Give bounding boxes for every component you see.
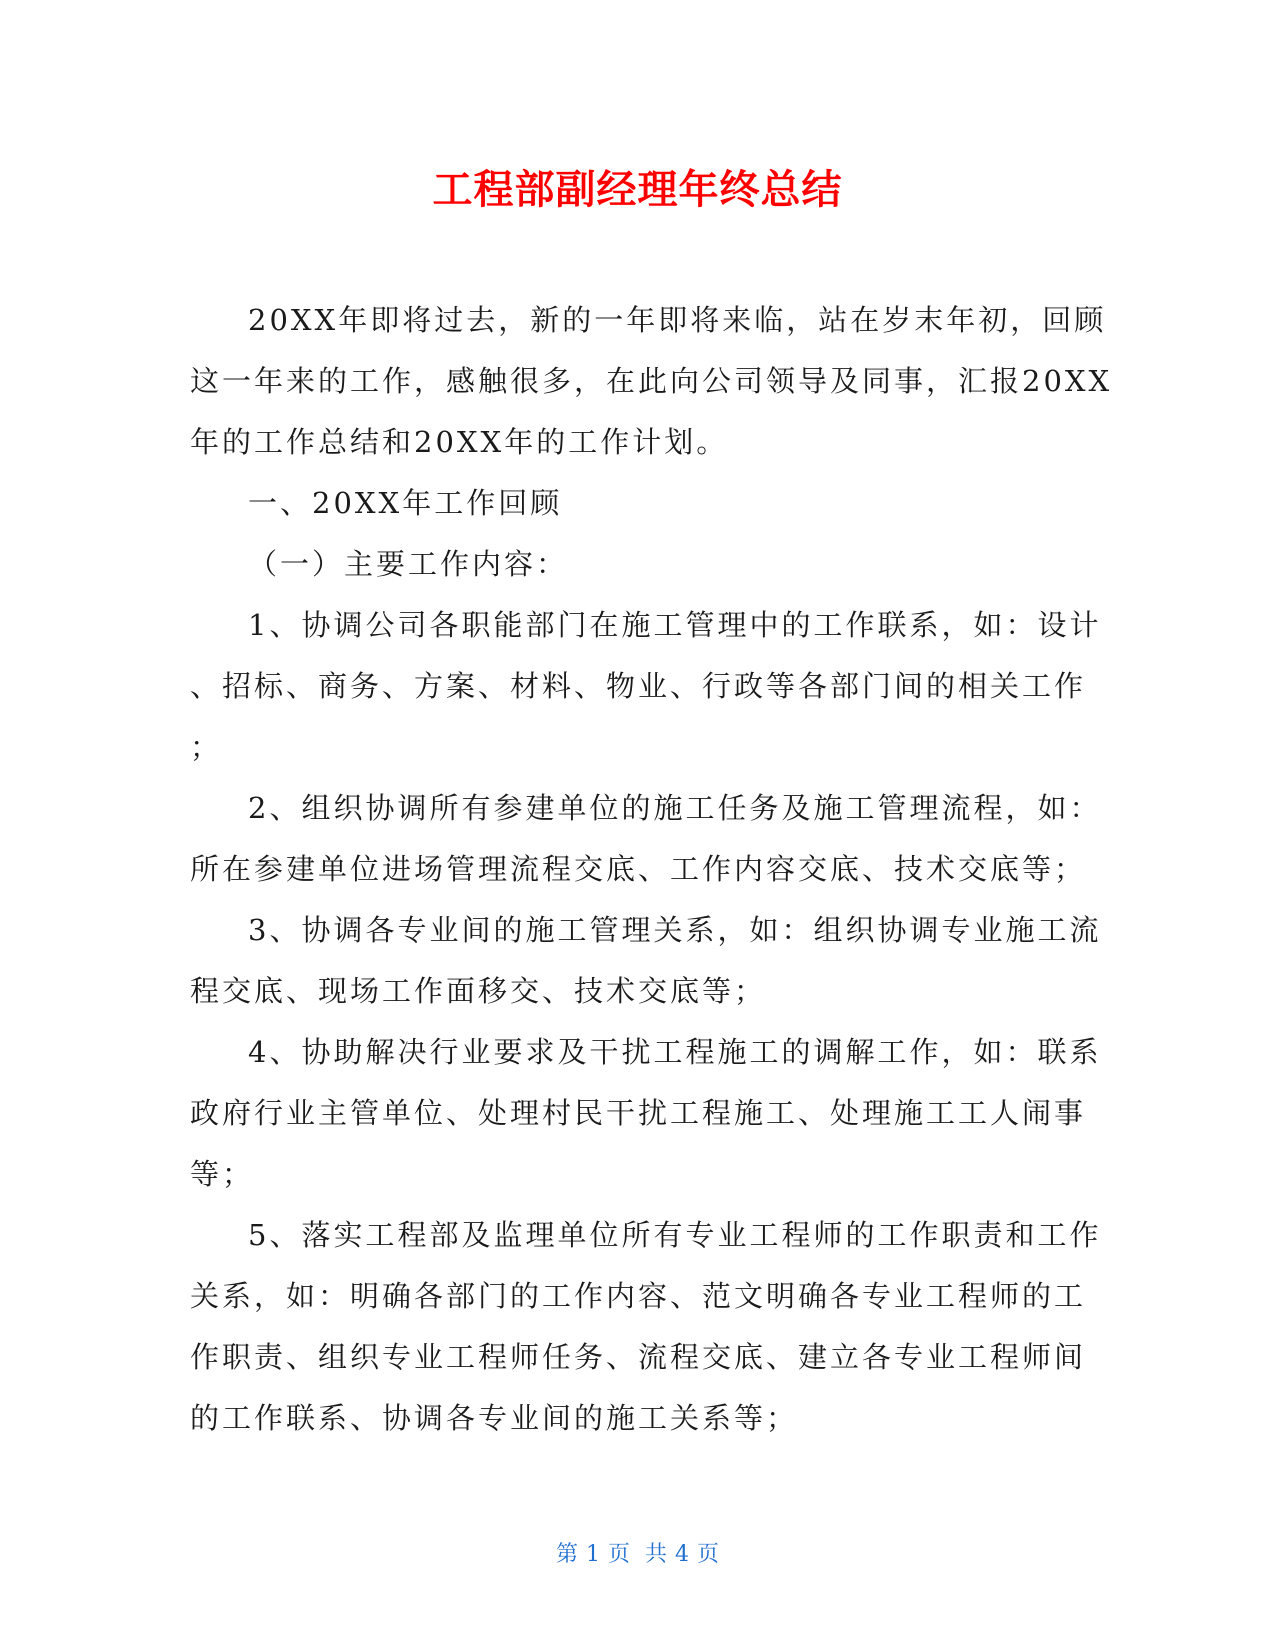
- text-line: ；: [190, 730, 223, 764]
- footer-total-pages: 4: [675, 1542, 689, 1567]
- text-line: 程交底、现场工作面移交、技术交底等；: [190, 974, 767, 1008]
- text-line: 4、协助解决行业要求及干扰工程施工的调解工作，如：联系: [248, 1035, 1102, 1069]
- text-line: 年的工作总结和20XX年的工作计划。: [190, 425, 729, 459]
- footer-prefix: 第: [555, 1542, 578, 1567]
- text-line: 的工作联系、协调各专业间的施工关系等；: [190, 1401, 799, 1435]
- document-title: 工程部副经理年终总结: [432, 167, 843, 213]
- text-line: 一、20XX年工作回顾: [248, 486, 563, 520]
- text-line: 1、协调公司各职能部门在施工管理中的工作联系，如：设计: [248, 608, 1102, 642]
- text-line: 20XX年即将过去，新的一年即将来临，站在岁末年初，回顾: [248, 303, 1107, 337]
- page-footer: [0, 1540, 1275, 1570]
- document-body: [190, 290, 1113, 1449]
- text-line: 所在参建单位进场管理流程交底、工作内容交底、技术交底等；: [190, 852, 1087, 886]
- text-line: 3、协调各专业间的施工管理关系，如：组织协调专业施工流: [248, 913, 1102, 947]
- footer-current-page: 1: [586, 1542, 600, 1567]
- footer-suffix: 页: [697, 1542, 720, 1567]
- text-line: （一）主要工作内容：: [248, 547, 569, 581]
- text-line: 作职责、组织专业工程师任务、流程交底、建立各专业工程师间: [190, 1340, 1087, 1374]
- text-line: 5、落实工程部及监理单位所有专业工程师的工作职责和工作: [248, 1218, 1102, 1252]
- text-line: 、招标、商务、方案、材料、物业、行政等各部门间的相关工作: [190, 669, 1087, 703]
- text-line: 等；: [190, 1157, 255, 1191]
- text-line: 这一年来的工作，感触很多，在此向公司领导及同事，汇报20XX: [190, 364, 1113, 398]
- text-line: 2、组织协调所有参建单位的施工任务及施工管理流程，如：: [248, 791, 1102, 825]
- footer-middle: 页 共: [608, 1542, 667, 1567]
- text-line: 政府行业主管单位、处理村民干扰工程施工、处理施工工人闹事: [190, 1096, 1087, 1130]
- text-line: 关系，如：明确各部门的工作内容、范文明确各专业工程师的工: [190, 1279, 1087, 1313]
